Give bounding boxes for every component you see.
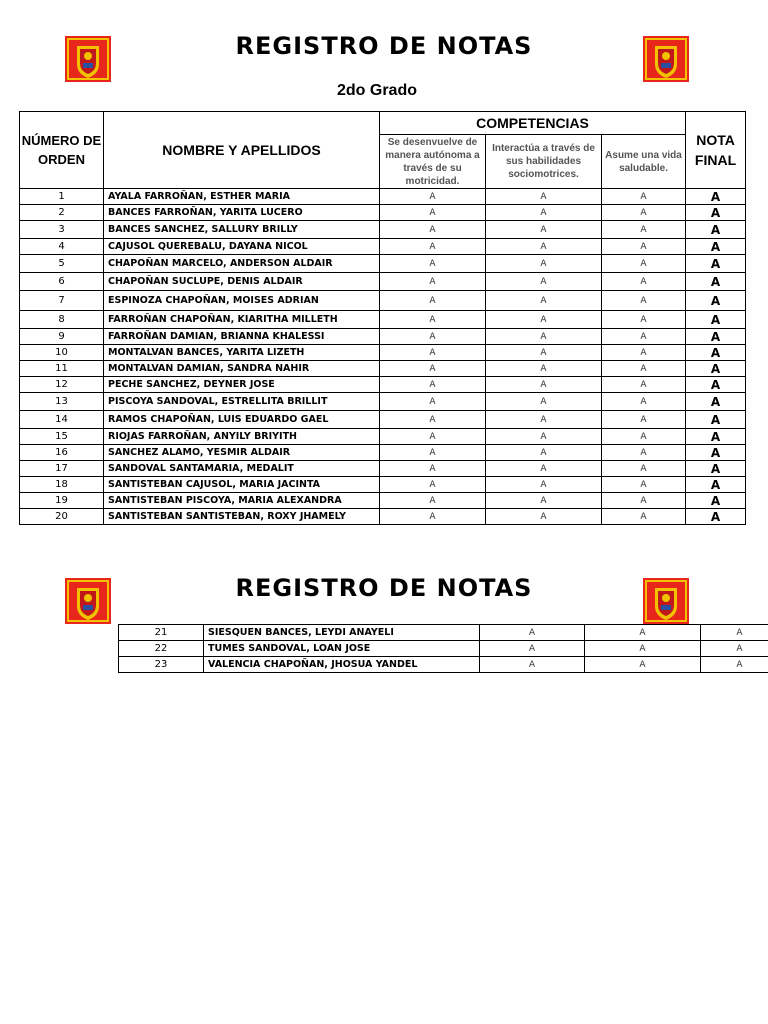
nota-final: A xyxy=(686,311,746,329)
row-number: 18 xyxy=(20,477,104,493)
row-number: 7 xyxy=(20,291,104,311)
grade-competencia-2: A xyxy=(486,445,602,461)
student-name: VALENCIA CHAPOÑAN, JHOSUA YANDEL xyxy=(204,657,480,673)
grade-competencia-2: A xyxy=(486,509,602,525)
grade-competencia-2: A xyxy=(486,361,602,377)
grades-table-continued xyxy=(118,624,768,673)
table-row xyxy=(20,509,746,525)
table-row xyxy=(20,189,746,205)
row-number: 5 xyxy=(20,255,104,273)
grade-subtitle: 2do Grado xyxy=(336,82,417,99)
table-row xyxy=(20,345,746,361)
row-number: 20 xyxy=(20,509,104,525)
nota-final: A xyxy=(686,273,746,291)
grade-competencia-1: A xyxy=(480,625,585,641)
nota-final: A xyxy=(686,345,746,361)
grade-competencia-2: A xyxy=(486,461,602,477)
grade-competencia-3: A xyxy=(602,361,686,377)
grade-competencia-2: A xyxy=(585,641,701,657)
grade-competencia-3: A xyxy=(602,329,686,345)
row-number: 11 xyxy=(20,361,104,377)
grade-competencia-1: A xyxy=(380,393,486,411)
grade-competencia-1: A xyxy=(480,657,585,673)
student-name: PECHE SANCHEZ, DEYNER JOSE xyxy=(104,377,380,393)
nota-final: A xyxy=(686,461,746,477)
nota-final: A xyxy=(686,189,746,205)
row-number: 16 xyxy=(20,445,104,461)
grade-competencia-2: A xyxy=(486,345,602,361)
row-number: 2 xyxy=(20,205,104,221)
grade-competencia-3: A xyxy=(602,477,686,493)
student-name: PISCOYA SANDOVAL, ESTRELLITA BRILLIT xyxy=(104,393,380,411)
row-number: 21 xyxy=(119,625,204,641)
header-competencia-1: Se desenvuelve de manera autónoma a través de su motricidad. xyxy=(380,135,486,189)
grade-competencia-3: A xyxy=(602,461,686,477)
nota-final: A xyxy=(686,411,746,429)
table-row xyxy=(20,361,746,377)
grade-competencia-1: A xyxy=(380,329,486,345)
table-row xyxy=(20,461,746,477)
student-name: MONTALVAN DAMIAN, SANDRA NAHIR xyxy=(104,361,380,377)
table-row xyxy=(20,329,746,345)
nota-final: A xyxy=(686,509,746,525)
student-name: BANCES SANCHEZ, SALLURY BRILLY xyxy=(104,221,380,239)
nota-final: A xyxy=(686,393,746,411)
grade-competencia-2: A xyxy=(486,255,602,273)
grade-competencia-2: A xyxy=(486,239,602,255)
header-nota-final: NOTA FINAL xyxy=(686,112,746,189)
student-name: MONTALVAN BANCES, YARITA LIZETH xyxy=(104,345,380,361)
grade-competencia-3: A xyxy=(602,239,686,255)
grade-competencia-3: A xyxy=(602,429,686,445)
student-name: SANDOVAL SANTAMARIA, MEDALIT xyxy=(104,461,380,477)
header-competencia-2: Interactúa a través de sus habilidades sociomotrices. xyxy=(486,135,602,189)
grade-competencia-2: A xyxy=(486,291,602,311)
grade-competencia-3: A xyxy=(602,255,686,273)
grade-competencia-3: A xyxy=(602,189,686,205)
row-number: 1 xyxy=(20,189,104,205)
row-number: 8 xyxy=(20,311,104,329)
student-name: CHAPOÑAN MARCELO, ANDERSON ALDAIR xyxy=(104,255,380,273)
grade-competencia-1: A xyxy=(380,273,486,291)
page-title-2: REGISTRO DE NOTAS xyxy=(235,574,533,602)
grade-competencia-2: A xyxy=(486,311,602,329)
nota-final: A xyxy=(686,329,746,345)
grade-competencia-3: A xyxy=(602,509,686,525)
student-name: SANTISTEBAN SANTISTEBAN, ROXY JHAMELY xyxy=(104,509,380,525)
table-row xyxy=(20,429,746,445)
table-row xyxy=(20,311,746,329)
grade-competencia-1: A xyxy=(380,509,486,525)
grade-competencia-1: A xyxy=(380,411,486,429)
grade-competencia-1: A xyxy=(380,461,486,477)
grades-table xyxy=(19,111,746,525)
grade-competencia-3: A xyxy=(701,641,768,657)
table-row xyxy=(20,445,746,461)
student-name: SIESQUEN BANCES, LEYDI ANAYELI xyxy=(204,625,480,641)
table-row xyxy=(119,625,768,641)
grade-competencia-1: A xyxy=(380,221,486,239)
grade-competencia-1: A xyxy=(380,377,486,393)
grade-competencia-1: A xyxy=(380,477,486,493)
student-name: TUMES SANDOVAL, LOAN JOSE xyxy=(204,641,480,657)
student-name: CHAPOÑAN SUCLUPE, DENIS ALDAIR xyxy=(104,273,380,291)
grade-competencia-1: A xyxy=(380,345,486,361)
grade-competencia-2: A xyxy=(486,411,602,429)
table-row xyxy=(20,393,746,411)
grade-competencia-1: A xyxy=(380,189,486,205)
row-number: 12 xyxy=(20,377,104,393)
table-row xyxy=(20,255,746,273)
grade-competencia-3: A xyxy=(701,625,768,641)
nota-final: A xyxy=(686,429,746,445)
grade-competencia-1: A xyxy=(380,311,486,329)
grade-competencia-2: A xyxy=(486,189,602,205)
grade-competencia-1: A xyxy=(380,493,486,509)
grade-competencia-2: A xyxy=(585,657,701,673)
nota-final: A xyxy=(686,445,746,461)
grade-competencia-3: A xyxy=(602,411,686,429)
grade-competencia-1: A xyxy=(380,205,486,221)
table-row xyxy=(20,291,746,311)
grade-competencia-2: A xyxy=(486,393,602,411)
grade-competencia-1: A xyxy=(380,239,486,255)
student-name: SANTISTEBAN PISCOYA, MARIA ALEXANDRA xyxy=(104,493,380,509)
grade-competencia-2: A xyxy=(486,477,602,493)
grade-competencia-2: A xyxy=(486,221,602,239)
grade-competencia-3: A xyxy=(602,345,686,361)
student-name: BANCES FARROÑAN, YARITA LUCERO xyxy=(104,205,380,221)
grade-competencia-3: A xyxy=(701,657,768,673)
header-numero-orden: NÚMERO DE ORDEN xyxy=(20,112,104,189)
grade-competencia-2: A xyxy=(486,377,602,393)
student-name: RIOJAS FARROÑAN, ANYILY BRIYITH xyxy=(104,429,380,445)
table-row xyxy=(20,477,746,493)
grade-competencia-1: A xyxy=(480,641,585,657)
grade-competencia-1: A xyxy=(380,445,486,461)
grade-competencia-2: A xyxy=(486,329,602,345)
row-number: 10 xyxy=(20,345,104,361)
grade-competencia-2: A xyxy=(486,493,602,509)
grade-competencia-2: A xyxy=(486,205,602,221)
table-row xyxy=(20,377,746,393)
student-name: FARROÑAN DAMIAN, BRIANNA KHALESSI xyxy=(104,329,380,345)
grade-competencia-2: A xyxy=(486,273,602,291)
nota-final: A xyxy=(686,291,746,311)
grade-competencia-1: A xyxy=(380,255,486,273)
row-number: 17 xyxy=(20,461,104,477)
row-number: 23 xyxy=(119,657,204,673)
student-name: AYALA FARROÑAN, ESTHER MARIA xyxy=(104,189,380,205)
student-name: ESPINOZA CHAPOÑAN, MOISES ADRIAN xyxy=(104,291,380,311)
row-number: 9 xyxy=(20,329,104,345)
grade-competencia-1: A xyxy=(380,291,486,311)
student-name: SANCHEZ ALAMO, YESMIR ALDAIR xyxy=(104,445,380,461)
grade-competencia-3: A xyxy=(602,291,686,311)
nota-final: A xyxy=(686,205,746,221)
grade-competencia-3: A xyxy=(602,273,686,291)
row-number: 15 xyxy=(20,429,104,445)
nota-final: A xyxy=(686,361,746,377)
header-nombre: NOMBRE Y APELLIDOS xyxy=(104,112,380,189)
page-title: REGISTRO DE NOTAS xyxy=(235,32,533,60)
nota-final: A xyxy=(686,221,746,239)
grade-competencia-3: A xyxy=(602,445,686,461)
student-name: RAMOS CHAPOÑAN, LUIS EDUARDO GAEL xyxy=(104,411,380,429)
table-row xyxy=(20,493,746,509)
row-number: 14 xyxy=(20,411,104,429)
row-number: 4 xyxy=(20,239,104,255)
table-row xyxy=(20,239,746,255)
nota-final: A xyxy=(686,239,746,255)
table-row xyxy=(119,657,768,673)
header-competencias: COMPETENCIAS xyxy=(380,112,686,135)
table-row xyxy=(20,205,746,221)
grade-competencia-3: A xyxy=(602,377,686,393)
grade-competencia-3: A xyxy=(602,311,686,329)
row-number: 3 xyxy=(20,221,104,239)
grade-competencia-3: A xyxy=(602,221,686,239)
grade-competencia-2: A xyxy=(486,429,602,445)
table-row xyxy=(20,411,746,429)
student-name: SANTISTEBAN CAJUSOL, MARIA JACINTA xyxy=(104,477,380,493)
grade-competencia-2: A xyxy=(585,625,701,641)
header-competencia-3: Asume una vida saludable. xyxy=(602,135,686,189)
student-name: FARROÑAN CHAPOÑAN, KIARITHA MILLETH xyxy=(104,311,380,329)
row-number: 6 xyxy=(20,273,104,291)
row-number: 22 xyxy=(119,641,204,657)
row-number: 13 xyxy=(20,393,104,411)
student-name: CAJUSOL QUEREBALU, DAYANA NICOL xyxy=(104,239,380,255)
nota-final: A xyxy=(686,377,746,393)
table-row xyxy=(20,273,746,291)
grade-competencia-3: A xyxy=(602,393,686,411)
table-row xyxy=(20,221,746,239)
grade-competencia-1: A xyxy=(380,361,486,377)
grade-competencia-1: A xyxy=(380,429,486,445)
row-number: 19 xyxy=(20,493,104,509)
table-row xyxy=(119,641,768,657)
nota-final: A xyxy=(686,477,746,493)
nota-final: A xyxy=(686,493,746,509)
grade-competencia-3: A xyxy=(602,493,686,509)
nota-final: A xyxy=(686,255,746,273)
grade-competencia-3: A xyxy=(602,205,686,221)
